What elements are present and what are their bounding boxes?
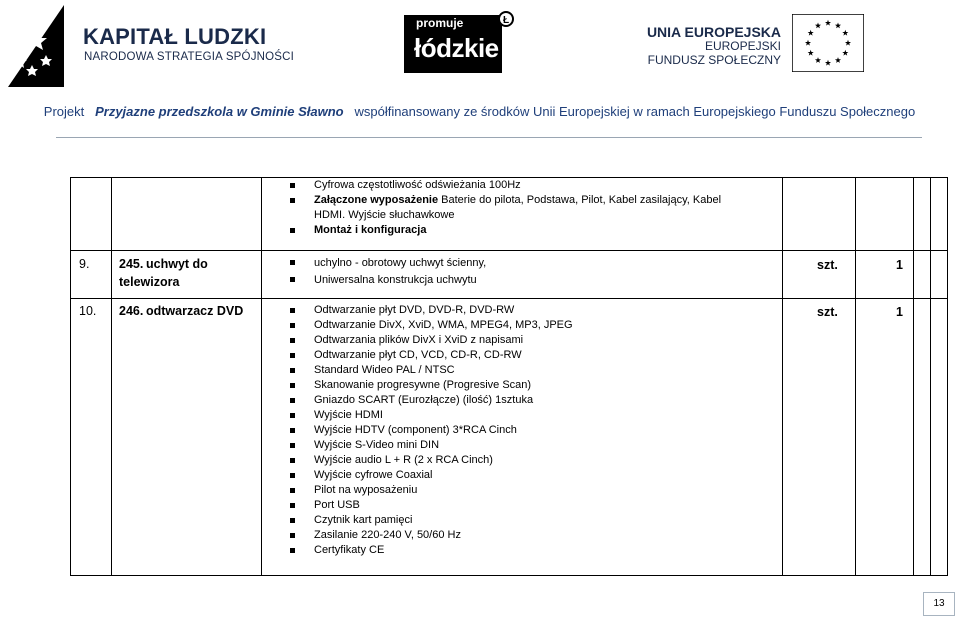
prev-row-spec-list bbox=[290, 178, 721, 238]
row9-name-line1: uchwyt do bbox=[146, 257, 208, 271]
spec-item-text: Baterie do pilota, Podstawa, Pilot, Kabel zasilający, Kabel bbox=[438, 194, 722, 206]
table-divider bbox=[930, 177, 931, 576]
project-line bbox=[0, 104, 959, 119]
row10-unit: szt. bbox=[817, 305, 838, 319]
eu-line-3: FUNDUSZ SPOŁECZNY bbox=[647, 53, 781, 67]
spec-item bbox=[290, 178, 721, 193]
table-divider bbox=[782, 177, 783, 576]
spec-item: Odtwarzanie płyt CD, VCD, CD-R, CD-RW bbox=[290, 348, 573, 363]
table-row-divider bbox=[70, 298, 948, 299]
spec-item: Wyjście audio L + R (2 x RCA Cinch) bbox=[290, 453, 573, 468]
table-divider bbox=[261, 177, 262, 576]
kapital-ludzki-title: KAPITAŁ LUDZKI bbox=[83, 24, 267, 49]
spec-item-bold: Montaż i konfiguracja bbox=[314, 224, 427, 236]
row10-qty: 1 bbox=[896, 305, 903, 319]
spec-item bbox=[290, 208, 721, 223]
spec-item: Skanowanie progresywne (Progresive Scan) bbox=[290, 378, 573, 393]
spec-item bbox=[290, 193, 721, 208]
row9-name-line2: telewizora bbox=[119, 275, 180, 289]
project-prefix: Projekt bbox=[43, 104, 85, 119]
table-border-bottom bbox=[70, 575, 948, 576]
spec-item: Uniwersalna konstrukcja uchwytu bbox=[290, 272, 486, 289]
spec-item: Czytnik kart pamięci bbox=[290, 513, 573, 528]
spec-item: Wyjście cyfrowe Coaxial bbox=[290, 468, 573, 483]
table-divider bbox=[855, 177, 856, 576]
table-border-right bbox=[947, 177, 948, 576]
page-number: 13 bbox=[923, 592, 955, 616]
row10-spec-list bbox=[290, 303, 573, 558]
kapital-ludzki-subtitle: NARODOWA STRATEGIA SPÓJNOŚCI bbox=[84, 51, 295, 63]
promuje-label: promuje bbox=[416, 16, 464, 30]
spec-item: Zasilanie 220-240 V, 50/60 Hz bbox=[290, 528, 573, 543]
row10-number: 10. bbox=[79, 304, 97, 318]
eu-line-1: UNIA EUROPEJSKA bbox=[646, 24, 781, 40]
spec-item: Odtwarzanie DivX, XviD, WMA, MPEG4, MP3, JPEG bbox=[290, 318, 573, 333]
spec-item: Wyjście HDMI bbox=[290, 408, 573, 423]
row9-code: 245. bbox=[119, 257, 144, 271]
spec-item: Odtwarzania plików DivX i XviD z napisami bbox=[290, 333, 573, 348]
row9-qty: 1 bbox=[896, 258, 903, 272]
spec-item: Gniazdo SCART (Eurozłącze) (ilość) 1sztuka bbox=[290, 393, 573, 408]
spec-item: Odtwarzanie płyt DVD, DVD-R, DVD-RW bbox=[290, 303, 573, 318]
spec-item: Wyjście HDTV (component) 3*RCA Cinch bbox=[290, 423, 573, 438]
eu-flag-icon bbox=[792, 14, 864, 72]
row9-spec-list bbox=[290, 255, 486, 289]
spec-item-text: HDMI. Wyjście słuchawkowe bbox=[314, 209, 455, 221]
spec-item: Pilot na wyposażeniu bbox=[290, 483, 573, 498]
row9-number: 9. bbox=[79, 257, 90, 271]
spec-item: Port USB bbox=[290, 498, 573, 513]
project-title: Przyjazne przedszkola w Gminie Sławno bbox=[95, 104, 344, 119]
table-divider bbox=[913, 177, 914, 576]
header-divider bbox=[56, 137, 922, 138]
spec-item: uchylno - obrotowy uchwyt ścienny, bbox=[290, 255, 486, 272]
project-suffix: współfinansowany ze środków Unii Europejskiej w ramach Europejskiego Funduszu Społecznego bbox=[354, 104, 916, 119]
spec-item: Standard Wideo PAL / NTSC bbox=[290, 363, 573, 378]
table-divider bbox=[111, 177, 112, 576]
lodzkie-label: łódzkie bbox=[414, 33, 499, 63]
spec-item-bold: Załączone wyposażenie bbox=[314, 194, 439, 206]
eu-line-2: EUROPEJSKI bbox=[704, 39, 781, 53]
row10-name: odtwarzacz DVD bbox=[146, 304, 244, 318]
spec-item bbox=[290, 223, 721, 238]
row9-unit: szt. bbox=[817, 258, 838, 272]
table-row-divider bbox=[70, 250, 948, 251]
row10-code: 246. bbox=[119, 304, 144, 318]
table-border-left bbox=[70, 177, 71, 576]
spec-item-text: Cyfrowa częstotliwość odświeżania 100Hz bbox=[314, 179, 521, 191]
svg-text:Ł: Ł bbox=[502, 15, 510, 26]
spec-item: Wyjście S-Video mini DIN bbox=[290, 438, 573, 453]
spec-item: Certyfikaty CE bbox=[290, 543, 573, 558]
